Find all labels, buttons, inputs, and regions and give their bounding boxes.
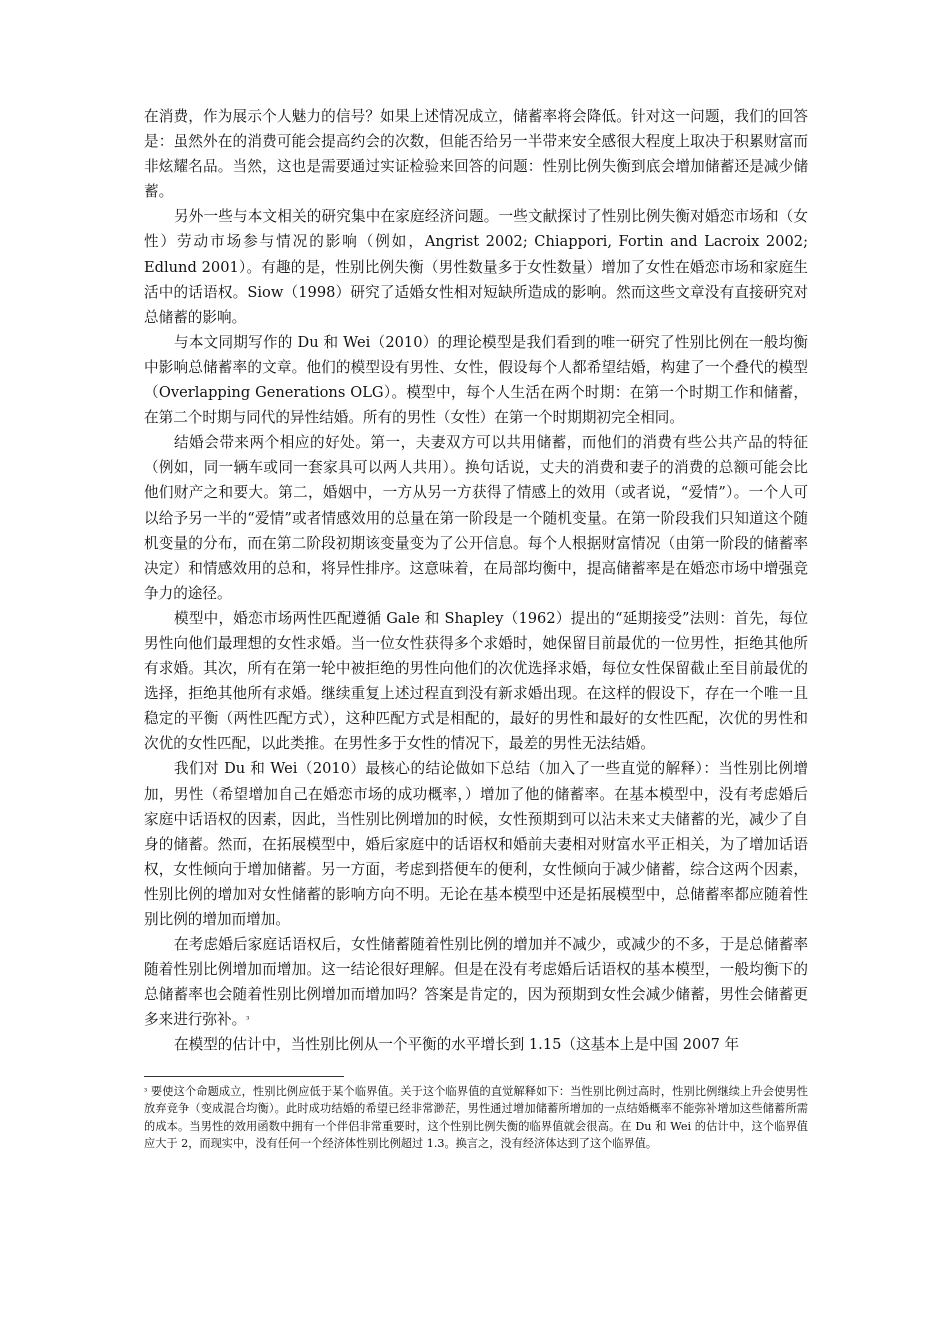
body-paragraph-with-footnote-ref [144,932,808,1032]
paragraph-text: 在考虑婚后家庭话语权后，女性储蓄随着性别比例的增加并不减少，或减少的不多，于是总储蓄率随着性别比例增加而增加。这一结论很好理解。但是在没有考虑婚后话语权的基本模型，一般均衡下的总储蓄率也会随着性别比例增加而增加吗？答案是肯定的，因为预期到女性会减少储蓄，男性会储蓄更多来进行弥补。 [144,936,808,1029]
body-paragraph: 模型中，婚恋市场两性匹配遵循 Gale 和 Shapley（1962）提出的“延期接受”法则：首先，每位男性向他们最理想的女性求婚。当一位女性获得多个求婚时，她保留目前最优的一位男性，拒绝其他所有求婚。其次，所有在第一轮中被拒绝的男性向他们的次优选择求婚，每位女性保留截止至目前最优的选择，拒绝其他所有求婚。继续重复上述过程直到没有新求婚出现。在这样的假设下，存在一个唯一且稳定的平衡（两性匹配方式），这种匹配方式是相配的，最好的男性和最好的女性匹配，次优的男性和次优的女性匹配，以此类推。在男性多于女性的情况下，最差的男性无法结婚。 [144,609,808,753]
body-paragraph: 在消费，作为展示个人魅力的信号？如果上述情况成立，储蓄率将会降低。针对这一问题，我们的回答是：虽然外在的消费可能会提高约会的次数，但能否给另一半带来安全感很大程度上取决于积累财富而非炫耀名品。当然，这也是需要通过实证检验来回答的问题：性别比例失衡到底会增加储蓄还是减少储蓄。 [144,108,808,201]
body-paragraph: 我们对 Du 和 Wei（2010）最核心的结论做如下总结（加入了一些直觉的解释）：当性别比例增加，男性（希望增加自己在婚恋市场的成功概率，）增加了他的储蓄率。在基本模型中，没有考虑婚后家庭中话语权的因素，因此，当性别比例增加的时候，女性预期到可以沾未来丈夫储蓄的光，减少了自身的储蓄。然而，在拓展模型中，婚后家庭中的话语权和婚前夫妻相对财富水平正相关，为了增加话语权，女性倾向于增加储蓄。另一方面，考虑到搭便车的便利，女性倾向于减少储蓄，综合这两个因素，性别比例的增加对女性储蓄的影响方向不明。无论在基本模型中还是拓展模型中，总储蓄率都应随着性别比例的增加而增加。 [144,760,808,928]
body-paragraph: 结婚会带来两个相应的好处。第一，夫妻双方可以共用储蓄，而他们的消费有些公共产品的特征（例如，同一辆车或同一套家具可以两人共用）。换句话说，丈夫的消费和妻子的消费的总额可能会比他们财产之和要大。第二，婚姻中，一方从另一方获得了情感上的效用（或者说，“爱情”）。一个人可以给予另一半的“爱情”或者情感效用的总量在第一阶段是一个随机变量。在第一阶段我们只知道这个随机变量的分布，而在第二阶段初期该变量变为了公开信息。每个人根据财富情况（由第一阶段的储蓄率决定）和情感效用的总和，将异性排序。这意味着，在局部均衡中，提高储蓄率是在婚恋市场中增强竞争力的途径。 [144,434,808,602]
footnote [144,1083,808,1153]
footnote-text: 要使这个命题成立，性别比例应低于某个临界值。关于这个临界值的直觉解释如下：当性别比例过高时，性别比例继续上升会使男性放弃竞争（变成混合均衡）。此时成功结婚的希望已经非常渺茫，男性通过增加储蓄所增加的一点结婚概率不能弥补增加这些储蓄所需的成本。当男性的效用函数中拥有一个伴侣非常重要时，这个性别比例失衡的临界值就会很高。在 Du 和 Wei 的估计中，这个临界值应大于 2，而现实中，没有任何一个经济体性别比例超过 1.3。换言之，没有经济体达到了这个临界值。 [144,1084,808,1151]
body-paragraph: 与本文同期写作的 Du 和 Wei（2010）的理论模型是我们看到的唯一研究了性别比例在一般均衡中影响总储蓄率的文章。他们的模型设有男性、女性，假设每个人都希望结婚，构建了一个叠代的模型（Overlapping Generations OLG）。模型中，每个人生活在两个时期：在第一个时期工作和储蓄，在第二个时期与同代的异性结婚。所有的男性（女性）在第一个时期期初完全相同。 [144,333,808,427]
footnote-mark: ³ [144,1086,148,1096]
body-paragraph: 另外一些与本文相关的研究集中在家庭经济问题。一些文献探讨了性别比例失衡对婚恋市场和（女性）劳动市场参与情况的影响（例如，Angrist 2002; Chiappori, Fortin and Lacroix 2002; Edlund 2001）。有趣的是，性别比例失衡（男性数量多于女性数量）增加了女性在婚恋市场和家庭生活中的话语权。Siow（1998）研究了适婚女性相对短缺所造成的影响。然而这些文章没有直接研究对总储蓄的影响。 [144,208,808,326]
footnote-reference: ³ [246,1015,250,1025]
footnote-separator [144,1076,344,1077]
body-paragraph: 在模型的估计中，当性别比例从一个平衡的水平增长到 1.15（这基本上是中国 2007 年 [174,1036,740,1054]
document-page [144,104,808,1153]
